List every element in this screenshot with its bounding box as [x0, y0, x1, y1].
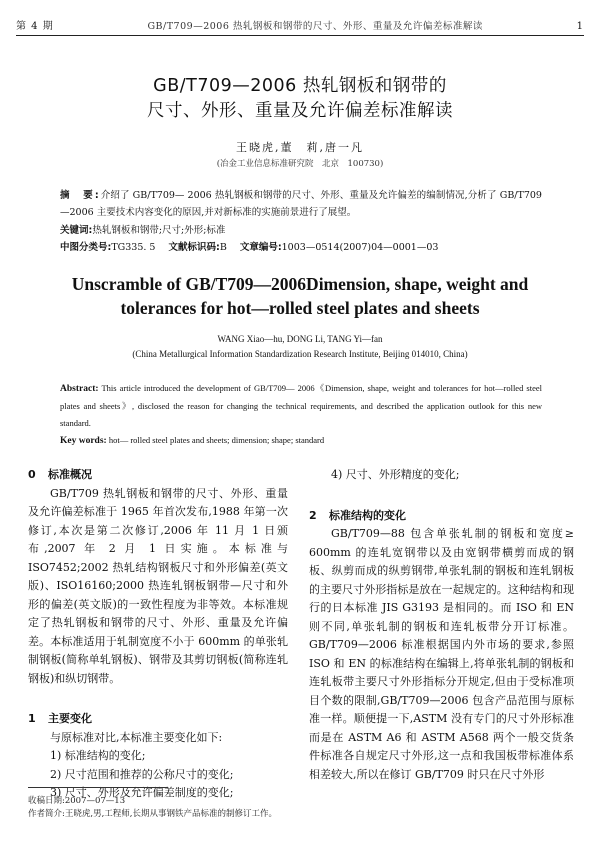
- chinese-title-line2: 尺寸、外形、重量及允许偏差标准解读: [147, 101, 453, 121]
- chinese-title-line1: GB/T709—2006 热轧钢板和钢带的: [153, 76, 447, 96]
- author-intro-footnote: 作者简介:王晓虎,男,工程师,长期从事钢铁产品标准的制修订工作。: [28, 809, 277, 819]
- english-keywords: [60, 432, 542, 450]
- running-title: GB/T709—2006 热轧钢板和钢带的尺寸、外形、重量及允许偏差标准解读: [147, 21, 483, 32]
- list-item: 2) 尺寸范围和推荐的公称尺寸的变化;: [50, 767, 234, 781]
- chinese-keywords-text: 热轧钢板和钢带;尺寸;外形;标准: [92, 225, 226, 236]
- english-abstract-label: Abstract:: [60, 384, 99, 394]
- chinese-affiliation: (冶金工业信息标准研究院 北京 100730): [216, 159, 384, 169]
- section-1-heading: [28, 710, 288, 729]
- english-keywords-text: hot— rolled steel plates and sheets; dimension; shape; standard: [108, 435, 325, 445]
- article-number-label: 文章编号:: [239, 242, 282, 253]
- section-0-number: 0: [28, 468, 36, 481]
- chinese-keywords: [60, 222, 542, 239]
- list-item: 1) 标准结构的变化;: [50, 749, 146, 762]
- english-title: [40, 272, 560, 320]
- list-item: 4) 尺寸、外形精度的变化;: [331, 468, 460, 481]
- chinese-abstract-label: 摘 要:: [60, 190, 101, 201]
- section-0-title: 标准概况: [48, 468, 92, 481]
- list-item: 3) 尺寸、外形及允许偏差制度的变化;: [50, 786, 234, 799]
- section-2-title: 标准结构的变化: [329, 508, 406, 522]
- doc-code-value: B: [219, 242, 227, 253]
- article-number-value: 1003—0514(2007)04—0001—03: [281, 242, 439, 253]
- clc-value: TG335. 5: [111, 242, 156, 253]
- issue-number: 第 4 期: [16, 21, 54, 32]
- english-title-line1: Unscramble of GB/T709—2006Dimension, shape, weight and: [71, 274, 529, 294]
- english-authors: WANG Xiao—hu, DONG Li, TANG Yi—fan: [217, 334, 383, 344]
- section-1-intro: 与原标准对比,本标准主要变化如下:: [50, 730, 223, 744]
- section-2-number: 2: [309, 508, 317, 522]
- section-2-heading: [309, 507, 574, 526]
- chinese-keywords-label: 关键词:: [60, 225, 93, 236]
- footnote-divider: [28, 787, 168, 788]
- page-number: 1: [576, 21, 584, 32]
- section-0-paragraph: GB/T709 热轧钢板和钢带的尺寸、外形、重量及允许偏差标准于 1965 年首次发布,1988 年第一次修订,本次是第二次修订,2006 年 11 月 1 日颁布,2007 年 2 月 1 日实施。本标准与 ISO7452;2002 热轧结构钢板尺寸和外形偏差(英文版)、ISO16160;2000 热连轧钢板钢带—尺寸和外形的偏差(英文版)的一致性程度为非等效。本标准规定了热轧钢板和钢带的尺寸、外形、重量及允许偏差。本标准适用于轧制宽度不小于 600mm 的单张轧制钢板(简称单轧钢板)、钢带及其剪切钢板(简称连轧钢板)和纵切钢带。: [28, 486, 288, 685]
- english-affiliation: (China Metallurgical Information Standardization Research Institute, Beijing 014010, China): [132, 349, 468, 359]
- classification-line: [60, 239, 542, 256]
- chinese-abstract: [60, 187, 542, 221]
- clc-label: 中图分类号:: [60, 242, 112, 253]
- english-keywords-label: Key words:: [60, 436, 107, 446]
- doc-code-label: 文献标识码:: [168, 242, 220, 253]
- left-column: [28, 466, 288, 803]
- chinese-abstract-text: 介绍了 GB/T709— 2006 热轧钢板和钢带的尺寸、外形、重量及允许偏差的编制情况,分析了 GB/T709 —2006 主要技术内容变化的原因,并对新标准的实施前景进行了展望。: [60, 190, 542, 218]
- running-header: [16, 12, 584, 36]
- section-0-heading: [28, 466, 288, 485]
- section-1-title: 主要变化: [48, 712, 92, 725]
- chinese-authors: 王晓虎,董 莉,唐一凡: [236, 141, 364, 154]
- right-column: [309, 466, 574, 784]
- english-abstract-text: This article introduced the development of GB/T709— 2006《Dimension, shape, weight and tolerances for hot—rolled steel plates and sheets》, disclosed the reason for changing the technical requirements, and described the application outlook for this new standard.: [60, 383, 542, 428]
- section-2-paragraph: GB/T709—88 包含单张轧制的钢板和宽度≥ 600mm 的连轧宽钢带以及由宽钢带横剪而成的钢板、纵剪而成的纵剪钢带,单张轧制的钢板和连轧钢板的主要尺寸外形指标是放在一起规定的。这种结构和现行的日本标准 JIS G3193 是相同的。而 ISO 和 EN 则不同,单张轧制的钢板和连轧板带分开订标准。GB/T709—2006 标准根据国内外市场的要求,参照 ISO 和 EN 的标准结构在编辑上,将单张轧制的钢板和连轧板带主要尺寸外形指标分开规定,但由于受标准项目个数的限制,GB/T709—2006 包含产品范围与原标准一样。顺便提一下,ASTM 没有专门的尺寸外形标准而是在 ASTM A6 和 ASTM A568 两个一般交货条件标准各自规定尺寸外形,这一点和我国板带标准体系相差较大,所以在修订 GB/T709 时只在尺寸外形: [309, 527, 574, 781]
- english-abstract: [60, 380, 542, 432]
- chinese-title: [0, 74, 600, 124]
- english-title-line2: tolerances for hot—rolled steel plates and sheets: [120, 298, 480, 318]
- received-date-footnote: 收稿日期:2007—07—13: [28, 796, 126, 806]
- section-1-number: 1: [28, 712, 36, 725]
